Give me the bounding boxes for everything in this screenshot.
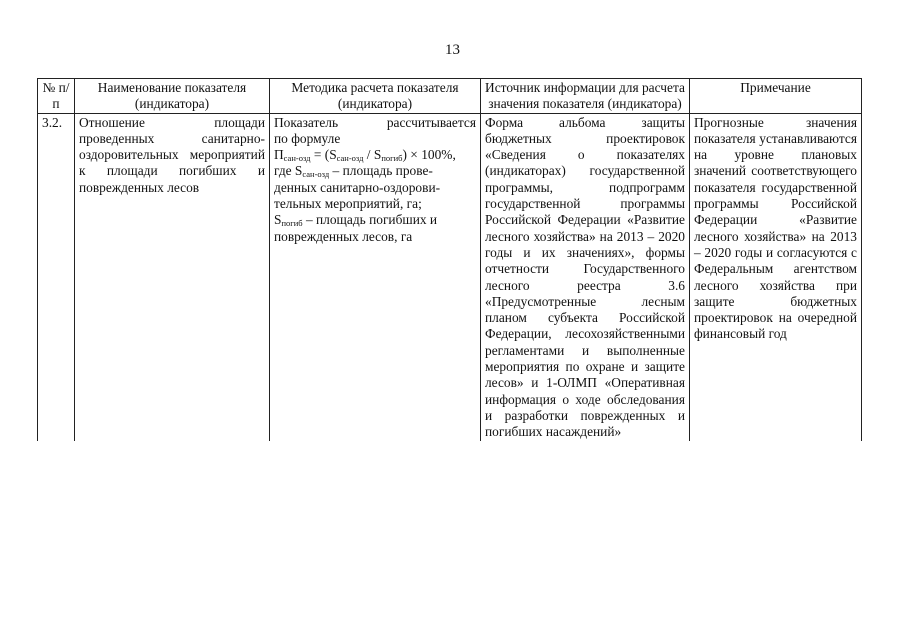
row-note: Прогнозные значения показателя устанавливаются на уровне плановых значений соответствующего показателя государственной программы Российской Федерации «Развитие лесного хозяйства» на 2013 – 2020 годы и согласуются с Федеральным агентством лесного хозяйства при защите бюджетных проектировок на очередной финансовый год (690, 113, 862, 440)
formula-symbol: / S (363, 147, 382, 163)
row-indicator-name: Отношение площади проведенных санитарно-оздоровительных мероприятий к площади погибших и поврежденных лесов (75, 113, 270, 440)
row-method (270, 113, 481, 440)
method-text: по формуле (274, 130, 341, 146)
method-formula (274, 147, 476, 163)
method-s2-line (274, 212, 476, 228)
method-text: Показатель (274, 114, 339, 130)
method-text: поврежденных лесов, га (274, 228, 413, 244)
table-row (38, 113, 862, 440)
row-number: 3.2. (38, 113, 75, 440)
header-source: Источник информации для расчета значения показателя (индикатора) (481, 79, 690, 114)
formula-symbol: = (S (310, 147, 337, 163)
method-text: – площадь прове- (329, 163, 433, 179)
table-header-row (38, 79, 862, 114)
formula-subscript: погиб (381, 153, 403, 164)
method-text: рассчитывается (386, 114, 476, 130)
formula-subscript: сан-озд (302, 169, 330, 180)
header-number: № п/п (38, 79, 75, 114)
header-note: Примечание (690, 79, 862, 114)
method-intro-line (274, 115, 476, 131)
method-text: тельных мероприятий, га; (274, 196, 422, 212)
method-text: S (274, 212, 282, 228)
header-indicator-name: Наименование показателя (индикатора) (75, 79, 270, 114)
method-text: – площадь погибших и (302, 212, 438, 228)
method-where-line (274, 163, 476, 179)
indicator-table (37, 78, 862, 441)
formula-subscript: сан-озд (283, 153, 311, 164)
formula-symbol: ) × 100%, (402, 147, 456, 163)
method-text: денных санитарно-оздорови- (274, 179, 441, 195)
formula-symbol: П (274, 147, 284, 163)
header-method: Методика расчета показателя (индикатора) (270, 79, 481, 114)
method-text: где S (274, 163, 303, 179)
row-source: Форма альбома защиты бюджетных проектировок «Сведения о показателях (индикаторах) государственной программы, подпрограмм государственной программы Российской Федерации «Развитие лесного хозяйства» на 2013 – 2020 годы и их значениях», формы отчетности Государственного лесного реестра 3.6 «Предусмотренные лесным планом субъекта Российской Федерации, лесохозяйственными регламентами и выполненные мероприятия по охране и защите лесов» и 1-ОЛМП «Оперативная информация о ходе обследования и разработки поврежденных и погибших насаждений» (481, 113, 690, 440)
formula-subscript: сан-озд (336, 153, 364, 164)
formula-subscript: погиб (281, 218, 303, 229)
page-number: 13 (445, 42, 460, 58)
